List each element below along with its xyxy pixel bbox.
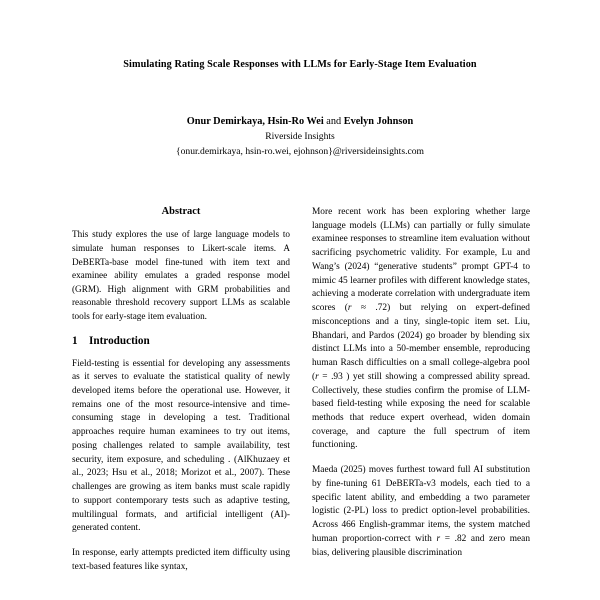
author-conjunction: and (323, 116, 344, 128)
introduction-heading (72, 335, 290, 348)
intro-paragraph-1: Field-testing is essential for developing any assessments as it serves to evaluate the statistical quality of newly developed items before the operational use. However, it remains one of the most resource-intensive and time-consuming stage in developing a test. Traditional approaches require human examinees to try out items, posing challenges related to sample availability, test security, item exposure, and scheduling . (AlKhuzaey et al., 2023; Hsu et al., 2018; Morizot et al., 2007). These challenges are growing as item banks must scale rapidly to support contemporary tests such as adaptive testing, multilingual formats, and artificial intelligent (AI)-generated content. (72, 358, 290, 534)
right-p1-text-c: = .93 ) yet still showing a compressed ability spread. Collectively, these studies confirm the promise of LLM-based field-testing while exposing the need for scalable methods that reduce expert overhead, widen domain coverage, and capture the full spectrum of item functioning. (312, 371, 530, 451)
title-block (0, 0, 600, 71)
right-p1-text-a: More recent work has been exploring whether large language models (LLMs) can partially or fully simulate examinee responses to streamline item evaluation without sacrificing psychometric validity. For example, Lu and Wang’s (2024) “generative students” prompt GPT-4 to mimic 45 learner profiles with different knowledge states, achieving a moderate correlation with undergraduate item scores ( (312, 207, 530, 314)
intro-paragraph-2: In response, early attempts predicted item difficulty using text-based features like syntax, (72, 548, 290, 572)
authors-line (0, 115, 600, 129)
left-column (72, 206, 290, 575)
right-paragraph-1 (312, 206, 530, 453)
right-p1-text-b: ≈ .72) but relying on expert-defined misconceptions and a tiny, single-topic item set. Liu, Bhandari, and Pardos (2024) go broader by blending six distinct LLMs into a 50-member ensemble, reproducing human Rasch difficulties on a small college-algebra pool ( (312, 303, 530, 382)
right-column (312, 206, 530, 575)
correlation-symbol-1: r (347, 303, 352, 314)
affiliation: Riverside Insights (265, 131, 335, 143)
right-p2-text-b: = .82 and zero mean bias, delivering plausible discrimination (312, 533, 530, 558)
correlation-symbol-3: r (436, 533, 441, 544)
author-names-primary: Onur Demirkaya, Hsin-Ro Wei (186, 116, 324, 128)
section-number: 1 (72, 335, 78, 348)
author-emails: {onur.demirkaya, hsin-ro.wei, ejohnson}@riversideinsights.com (176, 145, 424, 157)
right-paragraph-2 (312, 464, 530, 560)
abstract-text: This study explores the use of large language models to simulate human responses to Likert-scale items. A DeBERTa-base model fine-tuned with item text and examinee ability emulates a graded response model (GRM). High alignment with GRM probabilities and reasonable threshold recovery support LLMs as scalable tools for early-stage item evaluation. (72, 229, 290, 321)
author-names-secondary: Evelyn Johnson (343, 116, 414, 128)
correlation-symbol-2: r (315, 371, 319, 382)
section-title: Introduction (89, 335, 150, 348)
author-block (0, 115, 600, 158)
page-title: Simulating Rating Scale Responses with LLMs for Early-Stage Item Evaluation (123, 59, 477, 70)
right-p2-text-a: Maeda (2025) moves furthest toward full AI substitution by fine-tuning 61 DeBERTa-v3 models, each tied to a specific latent ability, and embedding a two parameter logistic (2-PL) loss to predict option-level probabilities. Across 466 English-grammar items, the system matched human proportion-correct with (312, 465, 530, 544)
abstract-heading: Abstract (161, 206, 201, 217)
body-columns (72, 206, 530, 575)
